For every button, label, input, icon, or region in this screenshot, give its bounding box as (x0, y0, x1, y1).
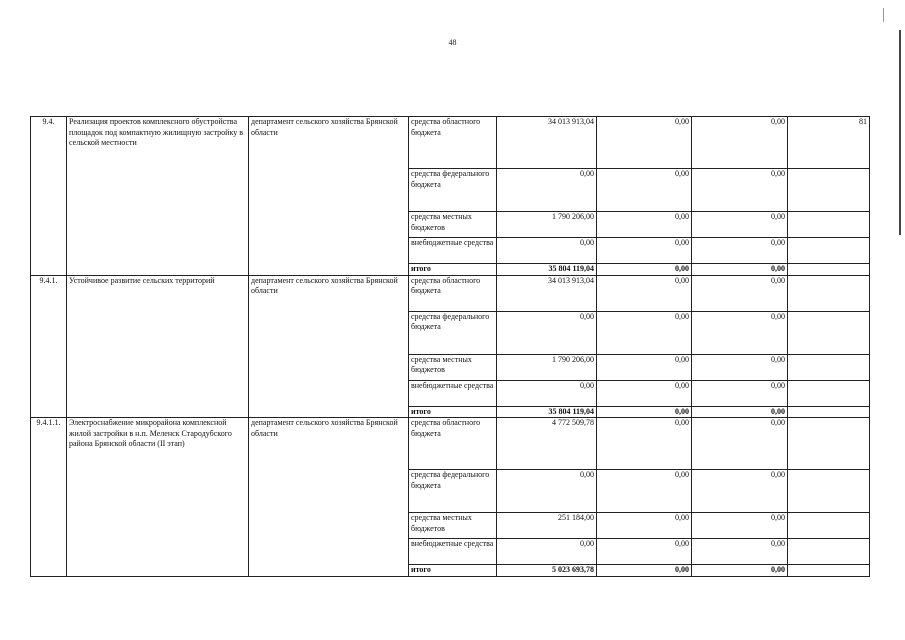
funding-source: средства местных бюджетов (409, 212, 497, 238)
amount-v1: 0,00 (497, 380, 597, 406)
funding-source: средства местных бюджетов (409, 513, 497, 539)
amount-v4 (788, 264, 870, 276)
table-row (31, 418, 870, 470)
amount-v3: 0,00 (692, 264, 788, 276)
amount-v1: 0,00 (497, 539, 597, 565)
item-executor: департамент сельского хозяйства Брянской области (249, 275, 409, 418)
table-row (31, 275, 870, 311)
amount-v3: 0,00 (692, 354, 788, 380)
amount-v1: 4 772 509,78 (497, 418, 597, 470)
funding-source: средства федерального бюджета (409, 311, 497, 354)
funding-source: средства федерального бюджета (409, 470, 497, 513)
funding-source: итого (409, 565, 497, 577)
amount-v2: 0,00 (597, 311, 692, 354)
funding-source: внебюджетные средства (409, 238, 497, 264)
amount-v4 (788, 406, 870, 418)
amount-v3: 0,00 (692, 380, 788, 406)
amount-v2: 0,00 (597, 169, 692, 212)
funding-source: средства областного бюджета (409, 418, 497, 470)
page-number: 48 (448, 38, 457, 47)
amount-v4: 81 (788, 117, 870, 169)
budget-table (30, 116, 870, 577)
amount-v1: 1 790 206,00 (497, 212, 597, 238)
amount-v4 (788, 311, 870, 354)
item-name: Электроснабжение микрорайона комплексной жилой застройки в н.п. Меленск Стародубского района Брянской области (II этап) (67, 418, 249, 577)
amount-v2: 0,00 (597, 470, 692, 513)
amount-v3: 0,00 (692, 275, 788, 311)
amount-v2: 0,00 (597, 565, 692, 577)
amount-v1: 0,00 (497, 238, 597, 264)
amount-v1: 0,00 (497, 169, 597, 212)
amount-v1: 34 013 913,04 (497, 275, 597, 311)
amount-v4 (788, 169, 870, 212)
table-body (31, 117, 870, 577)
amount-v3: 0,00 (692, 117, 788, 169)
amount-v3: 0,00 (692, 565, 788, 577)
amount-v2: 0,00 (597, 513, 692, 539)
item-code: 9.4.1. (31, 275, 67, 418)
amount-v2: 0,00 (597, 380, 692, 406)
funding-source: средства федерального бюджета (409, 169, 497, 212)
amount-v4 (788, 238, 870, 264)
funding-source: средства областного бюджета (409, 275, 497, 311)
amount-v3: 0,00 (692, 311, 788, 354)
amount-v2: 0,00 (597, 238, 692, 264)
item-executor: департамент сельского хозяйства Брянской области (249, 418, 409, 577)
scan-edge-bar (899, 30, 901, 235)
amount-v2: 0,00 (597, 406, 692, 418)
amount-v1: 0,00 (497, 470, 597, 513)
funding-source: средства областного бюджета (409, 117, 497, 169)
amount-v1: 35 804 119,04 (497, 264, 597, 276)
amount-v2: 0,00 (597, 275, 692, 311)
amount-v4 (788, 539, 870, 565)
amount-v2: 0,00 (597, 117, 692, 169)
scan-edge-mark (883, 8, 884, 22)
amount-v4 (788, 418, 870, 470)
amount-v3: 0,00 (692, 169, 788, 212)
item-name: Реализация проектов комплексного обустройства площадок под компактную жилищную застройку в сельской местности (67, 117, 249, 276)
amount-v2: 0,00 (597, 354, 692, 380)
amount-v1: 34 013 913,04 (497, 117, 597, 169)
funding-source: средства местных бюджетов (409, 354, 497, 380)
amount-v2: 0,00 (597, 539, 692, 565)
amount-v2: 0,00 (597, 212, 692, 238)
amount-v3: 0,00 (692, 238, 788, 264)
amount-v1: 35 804 119,04 (497, 406, 597, 418)
amount-v1: 251 184,00 (497, 513, 597, 539)
amount-v3: 0,00 (692, 539, 788, 565)
amount-v2: 0,00 (597, 264, 692, 276)
amount-v4 (788, 565, 870, 577)
item-code: 9.4.1.1. (31, 418, 67, 577)
item-code: 9.4. (31, 117, 67, 276)
amount-v4 (788, 513, 870, 539)
amount-v3: 0,00 (692, 212, 788, 238)
amount-v1: 5 023 693,78 (497, 565, 597, 577)
amount-v1: 1 790 206,00 (497, 354, 597, 380)
amount-v4 (788, 354, 870, 380)
funding-source: итого (409, 406, 497, 418)
amount-v4 (788, 212, 870, 238)
amount-v4 (788, 275, 870, 311)
funding-source: внебюджетные средства (409, 539, 497, 565)
amount-v2: 0,00 (597, 418, 692, 470)
funding-source: внебюджетные средства (409, 380, 497, 406)
item-name: Устойчивое развитие сельских территорий (67, 275, 249, 418)
amount-v3: 0,00 (692, 470, 788, 513)
funding-source: итого (409, 264, 497, 276)
item-executor: департамент сельского хозяйства Брянской области (249, 117, 409, 276)
amount-v4 (788, 380, 870, 406)
amount-v3: 0,00 (692, 406, 788, 418)
amount-v1: 0,00 (497, 311, 597, 354)
amount-v3: 0,00 (692, 513, 788, 539)
table-row (31, 117, 870, 169)
amount-v4 (788, 470, 870, 513)
amount-v3: 0,00 (692, 418, 788, 470)
